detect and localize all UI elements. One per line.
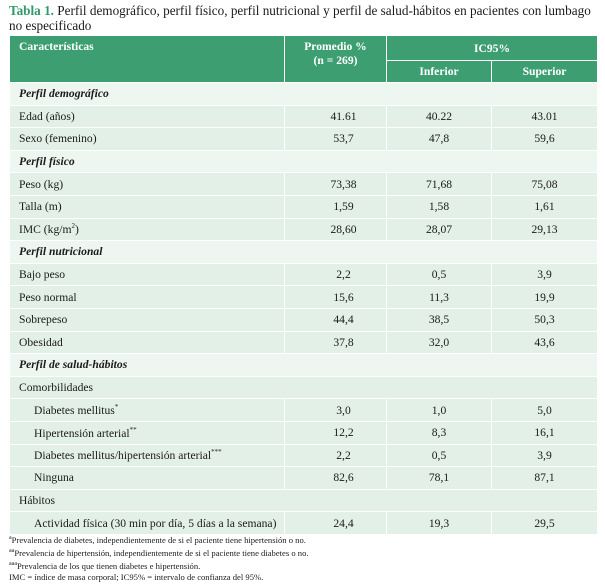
row-lower: 71,68 [387,173,492,196]
subheader-row [10,489,598,512]
row-label-superscript: *** [211,448,222,457]
row-mean: 28,60 [285,218,387,241]
row-lower: 38,5 [387,308,492,331]
row-upper: 75,08 [492,173,598,196]
row-upper: 3,9 [492,444,598,467]
row-label: Peso normal [10,286,285,309]
table-row [10,263,598,286]
row-label: Sobrepeso [10,308,285,331]
row-mean: 53,7 [285,128,387,151]
row-label-text: Diabetes mellitus [34,404,115,418]
footnote [9,559,599,572]
row-mean: 37,8 [285,331,387,354]
caption-text: Perfil demográfico, perfil físico, perfil nutricional y perfil de salud-hábitos en pacientes con lumbago no especificado [9,3,591,33]
row-label: Bajo peso [10,263,285,286]
row-label: Ninguna [10,467,285,490]
header-mean-line2: (n = 269) [313,54,358,67]
row-label [10,421,285,444]
row-mean: 1,59 [285,195,387,218]
row-upper: 59,6 [492,128,598,151]
row-lower: 0,5 [387,444,492,467]
section-row [10,150,598,173]
row-upper: 29,13 [492,218,598,241]
row-mean: 2,2 [285,263,387,286]
header-mean-line1: Promedio % [304,40,367,53]
table-footnotes [9,533,599,584]
footnote [9,533,599,546]
row-upper: 50,3 [492,308,598,331]
subheader-habits: Hábitos [10,489,598,512]
table-caption [9,3,599,33]
row-mean: 73,38 [285,173,387,196]
row-mean: 82,6 [285,467,387,490]
row-mean: 12,2 [285,421,387,444]
row-upper: 29,5 [492,512,598,535]
row-upper: 3,9 [492,263,598,286]
table-row [10,195,598,218]
table-row [10,128,598,151]
row-label [10,399,285,422]
header-mean [285,36,387,83]
row-label-superscript: 2 [71,222,75,231]
footnote-text: IMC = índice de masa corporal; IC95% = intervalo de confianza del 95%. [9,572,264,583]
row-label: Edad (años) [10,105,285,128]
row-lower: 28,07 [387,218,492,241]
row-label: Obesidad [10,331,285,354]
section-row [10,354,598,377]
row-label [10,444,285,467]
footnote-marker: a [9,535,12,541]
row-label: Talla (m) [10,195,285,218]
table-row [10,218,598,241]
header-ci: IC95% [387,36,598,61]
row-lower: 19,3 [387,512,492,535]
row-label-text: Diabetes mellitus/hipertensión arterial [34,449,212,463]
section-physical: Perfil físico [10,150,598,173]
table-row [10,444,598,467]
section-nutritional: Perfil nutricional [10,241,598,264]
row-label-end: ) [75,223,79,237]
table-row [10,421,598,444]
row-lower: 1,58 [387,195,492,218]
row-upper: 1,61 [492,195,598,218]
table-row [10,308,598,331]
row-label-superscript: ** [129,425,137,434]
row-label [10,218,285,241]
caption-label: Tabla 1. [9,3,54,18]
footnote-text: Prevalencia de los que tienen diabetes e hipertensión. [17,561,201,572]
row-upper: 19,9 [492,286,598,309]
table-row [10,173,598,196]
section-row [10,241,598,264]
row-upper: 43,6 [492,331,598,354]
row-label-superscript: * [114,403,119,412]
table-row [10,105,598,128]
row-upper: 16,1 [492,421,598,444]
row-lower: 47,8 [387,128,492,151]
row-upper: 5,0 [492,399,598,422]
row-lower: 1,0 [387,399,492,422]
row-label: Actividad física (30 min por día, 5 días a la semana) [10,512,285,535]
footnote-text: Prevalencia de hipertensión, independientemente de si el paciente tiene diabetes o no. [14,548,309,559]
row-mean: 41.61 [285,105,387,128]
row-label: Sexo (femenino) [10,128,285,151]
row-lower: 40.22 [387,105,492,128]
row-lower: 32,0 [387,331,492,354]
row-lower: 0,5 [387,263,492,286]
footnote-marker: aaa [9,561,17,568]
row-upper: 43.01 [492,105,598,128]
row-mean: 3,0 [285,399,387,422]
row-mean: 24,4 [285,512,387,535]
footnote-marker: aa [9,548,15,555]
table-row [10,512,598,535]
row-label-text: IMC (kg/m [19,223,72,237]
header-characteristics: Características [10,36,285,83]
section-health-habits: Perfil de salud-hábitos [10,354,598,377]
row-mean: 15,6 [285,286,387,309]
section-demographic: Perfil demográfico [10,83,598,106]
row-lower: 11,3 [387,286,492,309]
row-upper: 87,1 [492,467,598,490]
row-mean: 2,2 [285,444,387,467]
section-row [10,83,598,106]
subheader-comorbidities: Comorbilidades [10,376,598,399]
header-lower: Inferior [387,61,492,83]
row-label: Peso (kg) [10,173,285,196]
header-upper: Superior [492,61,598,83]
results-table [9,35,598,535]
footnote [9,546,599,559]
row-mean: 44,4 [285,308,387,331]
table-row [10,467,598,490]
footnote-text: Prevalencia de diabetes, independientemente de si el paciente tiene hipertensión o no. [11,534,306,545]
table-row [10,331,598,354]
table-row [10,399,598,422]
table-row [10,286,598,309]
footnote [9,572,599,583]
subheader-row [10,376,598,399]
row-label-text: Hipertensión arterial [34,426,130,440]
row-lower: 8,3 [387,421,492,444]
row-lower: 78,1 [387,467,492,490]
